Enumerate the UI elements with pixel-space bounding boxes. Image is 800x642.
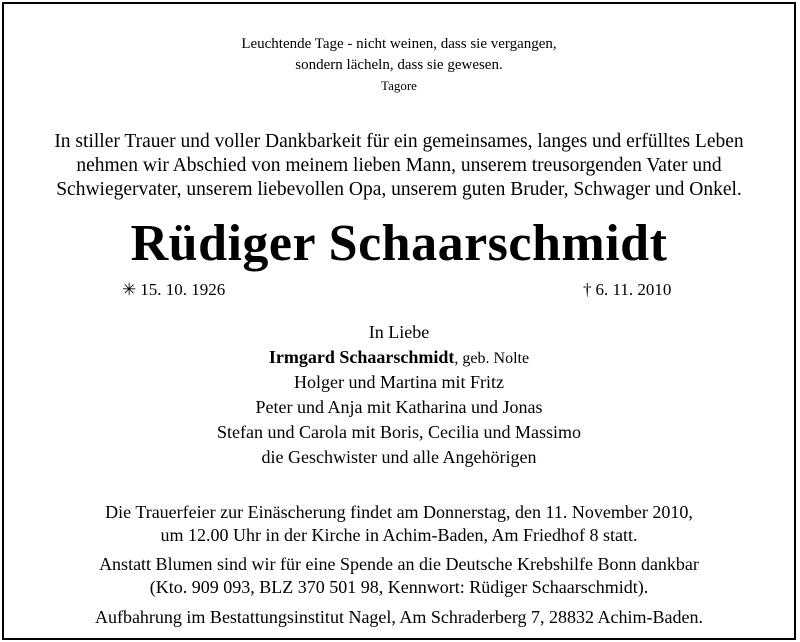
death-date bbox=[583, 280, 671, 300]
intro-line-1: In stiller Trauer und voller Dankbarkeit für ein gemeinsames, langes und erfülltes Leben bbox=[54, 131, 744, 152]
birth-star-icon: ✳ bbox=[122, 280, 137, 299]
mourner-line-5: die Geschwister und alle Angehörigen bbox=[261, 447, 537, 467]
mourner-line-2: Holger und Martina mit Fritz bbox=[294, 372, 504, 392]
intro-line-2: nehmen wir Abschied von meinem lieben Mann, unserem treusorgenden Vater und bbox=[76, 155, 722, 176]
mourner-line-3: Peter und Anja mit Katharina und Jonas bbox=[255, 397, 543, 417]
widow-maiden-name: , geb. Nolte bbox=[454, 350, 530, 367]
intro-line-3: Schwiegervater, unserem liebevollen Opa, unserem guten Bruder, Schwager und Onkel. bbox=[56, 179, 742, 200]
donation-line-2: (Kto. 909 093, BLZ 370 501 98, Kennwort: Rüdiger Schaarschmidt). bbox=[149, 577, 649, 597]
motto-line-2: sondern lächeln, dass sie gewesen. bbox=[295, 57, 503, 73]
mourner-line-4: Stefan und Carola mit Boris, Cecilia und Massimo bbox=[217, 422, 581, 442]
mourner-widow bbox=[4, 345, 794, 371]
birth-date-value: 15. 10. 1926 bbox=[140, 280, 226, 299]
death-cross-icon: † bbox=[583, 280, 592, 299]
funeral-line-1: Die Trauerfeier zur Einäscherung findet am Donnerstag, den 11. November 2010, bbox=[105, 502, 693, 522]
widow-name: Irmgard Schaarschmidt bbox=[268, 347, 455, 367]
funeral-line-2: um 12.00 Uhr in der Kirche in Achim-Baden, Am Friedhof 8 statt. bbox=[160, 525, 638, 545]
motto-author: Tagore bbox=[381, 78, 417, 93]
viewing-line: Aufbahrung im Bestattungsinstitut Nagel, Am Schraderberg 7, 28832 Achim-Baden. bbox=[94, 607, 704, 627]
obituary-notice bbox=[2, 2, 796, 640]
mourners-intro: In Liebe bbox=[368, 322, 430, 342]
donation-line-1: Anstatt Blumen sind wir für eine Spende an die Deutsche Krebshilfe Bonn dankbar bbox=[99, 554, 699, 574]
deceased-name: Rüdiger Schaarschmidt bbox=[130, 215, 668, 272]
death-date-value: 6. 11. 2010 bbox=[595, 280, 672, 299]
birth-date bbox=[122, 280, 225, 300]
motto-line-1: Leuchtende Tage - nicht weinen, dass sie vergangen, bbox=[241, 36, 557, 52]
